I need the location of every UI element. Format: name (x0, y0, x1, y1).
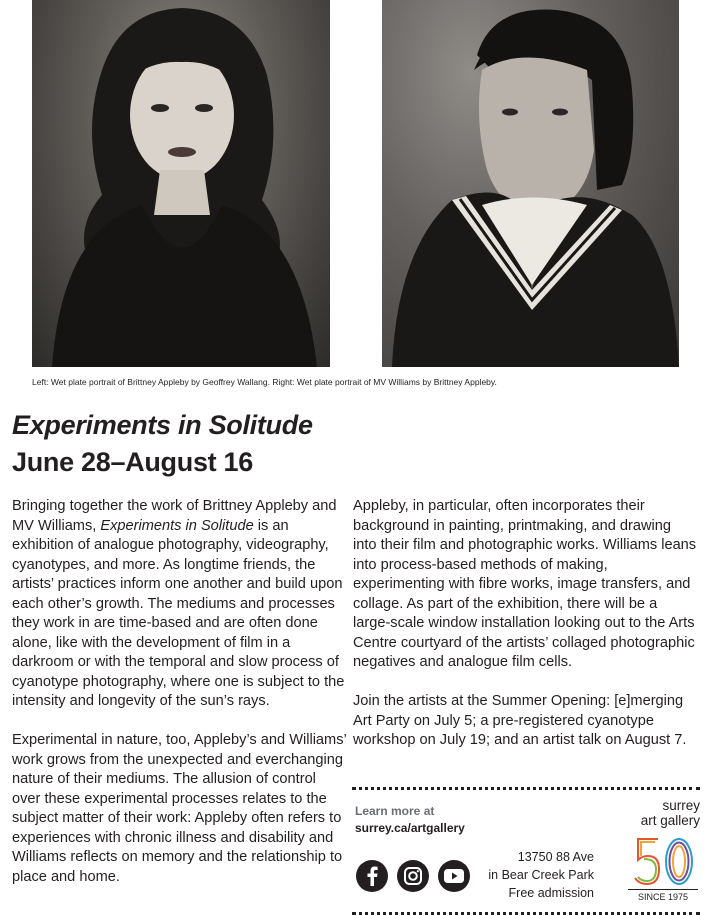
youtube-icon[interactable] (438, 860, 470, 892)
portrait-brittney-appleby (32, 0, 330, 367)
fifty-anniversary-mark (632, 836, 694, 888)
exhibition-title: Experiments in Solitude (12, 410, 313, 440)
surrey-art-gallery-logo: surrey art gallery SINCE 1975 (618, 798, 700, 828)
promo-box (352, 787, 700, 915)
website-link[interactable]: surrey.ca/artgallery (355, 821, 465, 835)
paragraph-appleby: Appleby, in particular, often incorporates their background in painting, printmaking, and drawing into their film and photographic works. Williams leans into process-based methods of making, experimenting with fibre works, image transfers, and collage. As part of the exhibition, there will be a large-scale window installation looking out to the Arts Centre courtyard of the artists’ collaged photographic negatives and analogue film cells. (353, 498, 697, 670)
photo-caption: Left: Wet plate portrait of Brittney Appleby by Geoffrey Wallang. Right: Wet plate portrait of MV Williams by Brittney Appleby. (32, 377, 497, 387)
paragraph-events: Join the artists at the Summer Opening: [e]merging Art Party on July 5; a pre-registered cyanotype workshop on July 19; and an artist talk on August 7. (353, 693, 687, 748)
since-1975-label: SINCE 1975 (628, 889, 698, 902)
learn-more-label: Learn more at (355, 804, 435, 818)
portrait-mv-williams (382, 0, 679, 367)
paragraph-intro: Bringing together the work of Brittney Appleby and MV Williams, Experiments in Solitude is an exhibition of analogue photography, videography, cyanotypes, and more. As longtime friends, the artists’ practices inform one another and build upon each other’s growth. The mediums and processes they work in are time-based and are often done alone, like with the development of film in a darkroom or with the temporal and slow process of cyanotype photography, where one is subject to the intensity and longevity of the sun’s rays. (12, 498, 345, 709)
gallery-address: 13750 88 Ave in Bear Creek Park Free admission (488, 850, 594, 900)
exhibition-dates: June 28–August 16 (12, 447, 253, 477)
title-reference: Experiments in Solitude (100, 517, 254, 534)
instagram-icon[interactable] (397, 860, 429, 892)
facebook-icon[interactable] (356, 860, 388, 892)
paragraph-experimental: Experimental in nature, too, Appleby’s and Williams’ work grows from the unexpected and everchanging nature of their mediums. The allusion of control over these experimental processes relates to the subject matter of their work: Appleby often refers to experiences with chronic illness and disability and Williams reflects on memory and the relationship to place and home. (12, 732, 347, 885)
right-column (353, 497, 698, 770)
left-column (12, 497, 347, 907)
